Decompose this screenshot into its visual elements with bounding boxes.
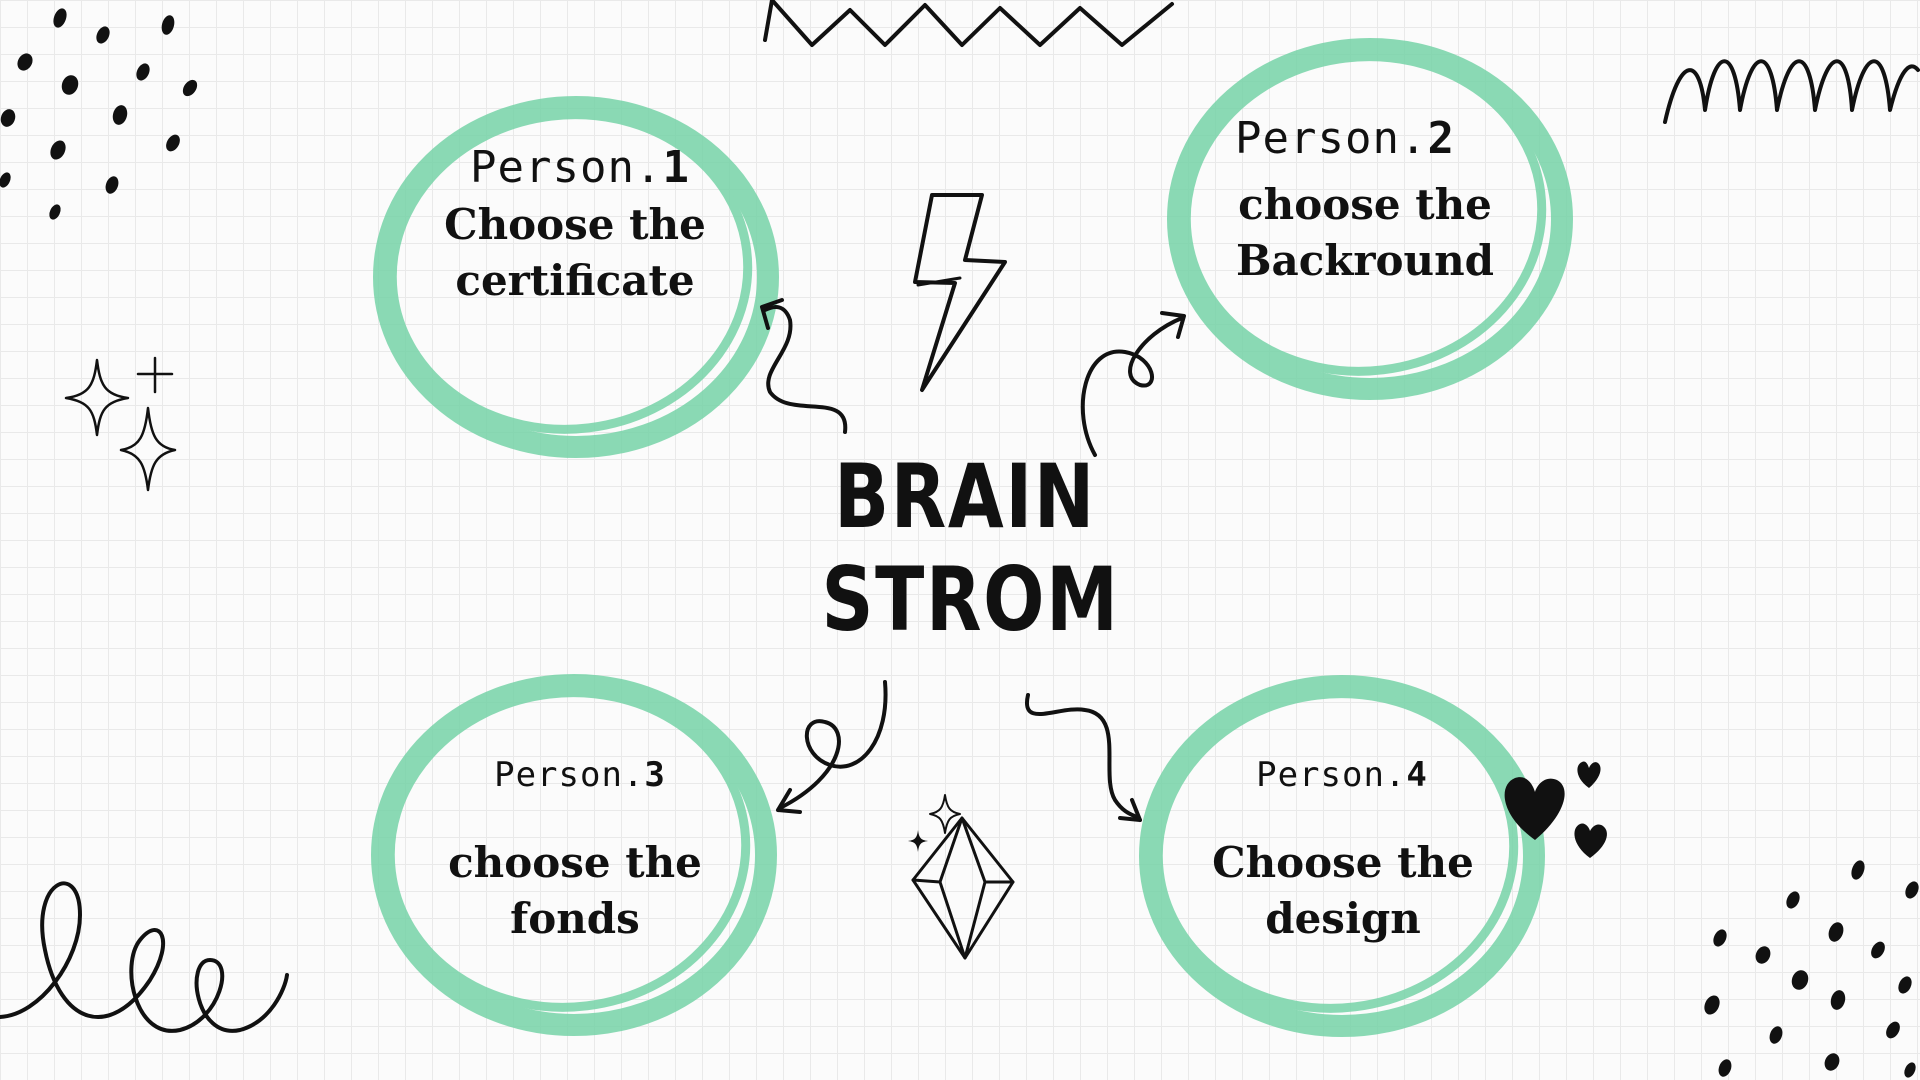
diamond-icon [913,818,1013,958]
person-3-task-line-2: fonds [510,894,640,943]
person-4-prefix: Person. [1256,755,1407,795]
person-3-label [420,755,740,795]
person-3-task [400,835,750,947]
person-1-task [400,197,750,309]
person-4-label [1182,755,1502,795]
loops-bottom-left [0,883,287,1031]
person-4-task [1168,835,1518,947]
arrow-to-person-2 [1083,318,1182,455]
ink-dots-bottom-right [1701,859,1920,1080]
heart-small-icon [1577,762,1600,788]
person-1-prefix: Person. [470,142,663,193]
person-2-task-line-2: Backround [1236,236,1494,285]
person-1-task-line-1: Choose the [444,200,706,249]
person-1-task-line-2: certificate [455,256,695,305]
person-3-prefix: Person. [494,755,645,795]
sparkle-filled-icon [908,830,928,852]
zigzag-top [765,0,1172,45]
person-2-task [1190,177,1540,289]
person-4-task-line-2: design [1265,894,1421,943]
person-1-number: 1 [662,142,690,193]
person-1-label [420,142,740,193]
title-line-2: STROM [821,548,1120,651]
person-4-task-line-1: Choose the [1212,838,1474,887]
sparkles-icon [66,358,175,490]
person-3-task-line-1: choose the [448,838,702,887]
person-2-number: 2 [1427,113,1455,164]
arrow-to-person-1 [765,307,845,432]
arrow-to-person-4 [1027,695,1138,818]
person-3-number: 3 [644,755,666,795]
person-2-prefix: Person. [1235,113,1428,164]
lightning-icon [915,195,1005,390]
arrow-to-person-3 [780,682,886,808]
heart-medium-icon [1574,824,1607,858]
person-4-number: 4 [1406,755,1428,795]
wave-top-right [1665,61,1918,122]
title-line-1: BRAIN [834,445,1096,548]
person-2-task-line-1: choose the [1238,180,1492,229]
person-2-label [1185,113,1505,164]
ink-dots-top-left [0,7,200,222]
